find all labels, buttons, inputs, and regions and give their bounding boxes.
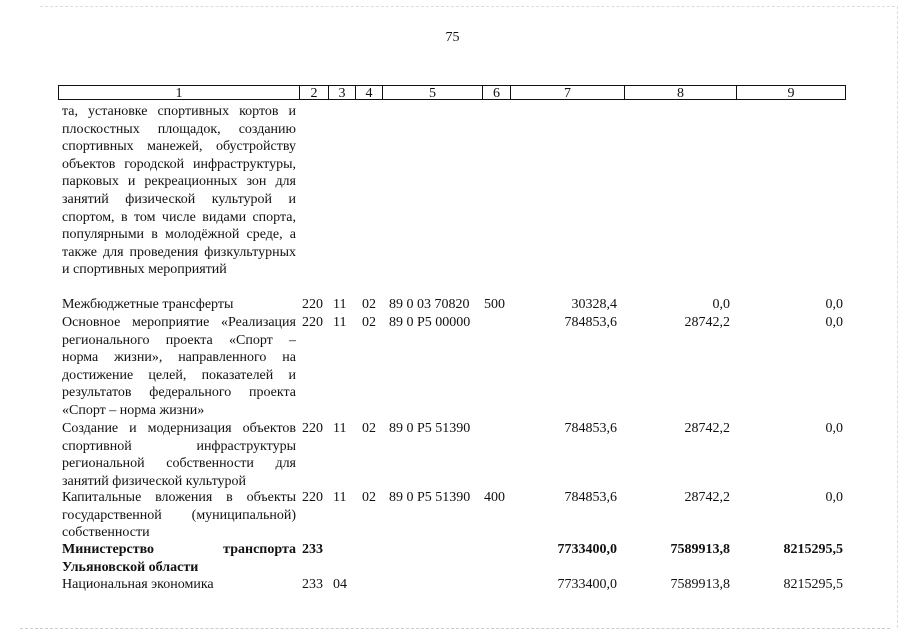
- cell-admin-code: 220: [302, 421, 323, 436]
- cell-year1: 7733400,0: [557, 577, 617, 592]
- cell-target-code: 89 0 P5 00000: [389, 315, 471, 330]
- cell-admin-code: 220: [302, 315, 323, 330]
- cell-section: 11: [333, 421, 347, 436]
- cell-year1: 30328,4: [571, 297, 617, 312]
- header-col-2: 2: [299, 85, 328, 100]
- header-col-5: 5: [382, 85, 482, 100]
- row-name: Национальная экономика: [62, 577, 214, 592]
- cell-year2: 7589913,8: [670, 577, 730, 592]
- header-col-3: 3: [328, 85, 355, 100]
- cell-section: 11: [333, 315, 347, 330]
- cell-year2: 0,0: [712, 297, 730, 312]
- row-name: Создание и модернизация объектов спортивной инфраструктуры региональной собственности для занятий физической культурой: [62, 421, 296, 489]
- cell-target-code: 89 0 P5 51390: [389, 421, 471, 436]
- header-col-7: 7: [510, 85, 624, 100]
- cell-year3: 0,0: [825, 421, 843, 436]
- cell-subsection: 02: [362, 315, 376, 330]
- cell-expense-type: 400: [484, 490, 505, 505]
- cell-expense-type: 500: [484, 297, 505, 312]
- header-col-8: 8: [624, 85, 736, 100]
- row-name: та, установке спортивных кортов и плоскостных площадок, созданию спортивных манежей, обустройству объектов городской инфраструктуры, парковых и рекреационных зон для занятий физической культурой и спортом, в том числе видами спорта, популярными в молодёжной среде, а также для проведения физкультурных и спортивных мероприятий: [62, 104, 296, 278]
- cell-year3: 0,0: [825, 315, 843, 330]
- row-name: Межбюджетные трансферты: [62, 297, 234, 312]
- cell-year3: 0,0: [825, 297, 843, 312]
- cell-subsection: 02: [362, 421, 376, 436]
- cell-year2: 28742,2: [684, 421, 730, 436]
- cell-year1: 7733400,0: [557, 542, 617, 557]
- cell-subsection: 02: [362, 297, 376, 312]
- row-name: Министерство транспорта Ульяновской области: [62, 542, 296, 575]
- header-col-4: 4: [355, 85, 382, 100]
- cell-year1: 784853,6: [564, 421, 617, 436]
- header-col-6: 6: [482, 85, 510, 100]
- cell-year2: 28742,2: [684, 315, 730, 330]
- cell-year2: 28742,2: [684, 490, 730, 505]
- header-col-9: 9: [736, 85, 846, 100]
- cell-section: 11: [333, 490, 347, 505]
- cell-admin-code: 220: [302, 490, 323, 505]
- scan-edge-right: [897, 6, 898, 628]
- row-name: Основное мероприятие «Реализация регионального проекта «Спорт – норма жизни», направленного на достижение целей, показателей и результатов федерального проекта «Спорт – норма жизни»: [62, 315, 296, 418]
- cell-year3: 0,0: [825, 490, 843, 505]
- cell-year2: 7589913,8: [670, 542, 730, 557]
- cell-year3: 8215295,5: [783, 542, 843, 557]
- cell-admin-code: 233: [302, 542, 323, 557]
- cell-target-code: 89 0 P5 51390: [389, 490, 471, 505]
- scan-edge-bottom: [20, 628, 890, 629]
- cell-year1: 784853,6: [564, 315, 617, 330]
- cell-admin-code: 220: [302, 297, 323, 312]
- cell-target-code: 89 0 03 70820: [389, 297, 470, 312]
- scan-edge-top: [40, 6, 895, 7]
- cell-admin-code: 233: [302, 577, 323, 592]
- cell-year1: 784853,6: [564, 490, 617, 505]
- page-number: 75: [445, 30, 460, 45]
- header-col-1: 1: [58, 85, 299, 100]
- cell-section: 11: [333, 297, 347, 312]
- cell-year3: 8215295,5: [783, 577, 843, 592]
- cell-section: 04: [333, 577, 347, 592]
- cell-subsection: 02: [362, 490, 376, 505]
- row-name: Капитальные вложения в объекты государственной (муниципальной) собственности: [62, 490, 296, 541]
